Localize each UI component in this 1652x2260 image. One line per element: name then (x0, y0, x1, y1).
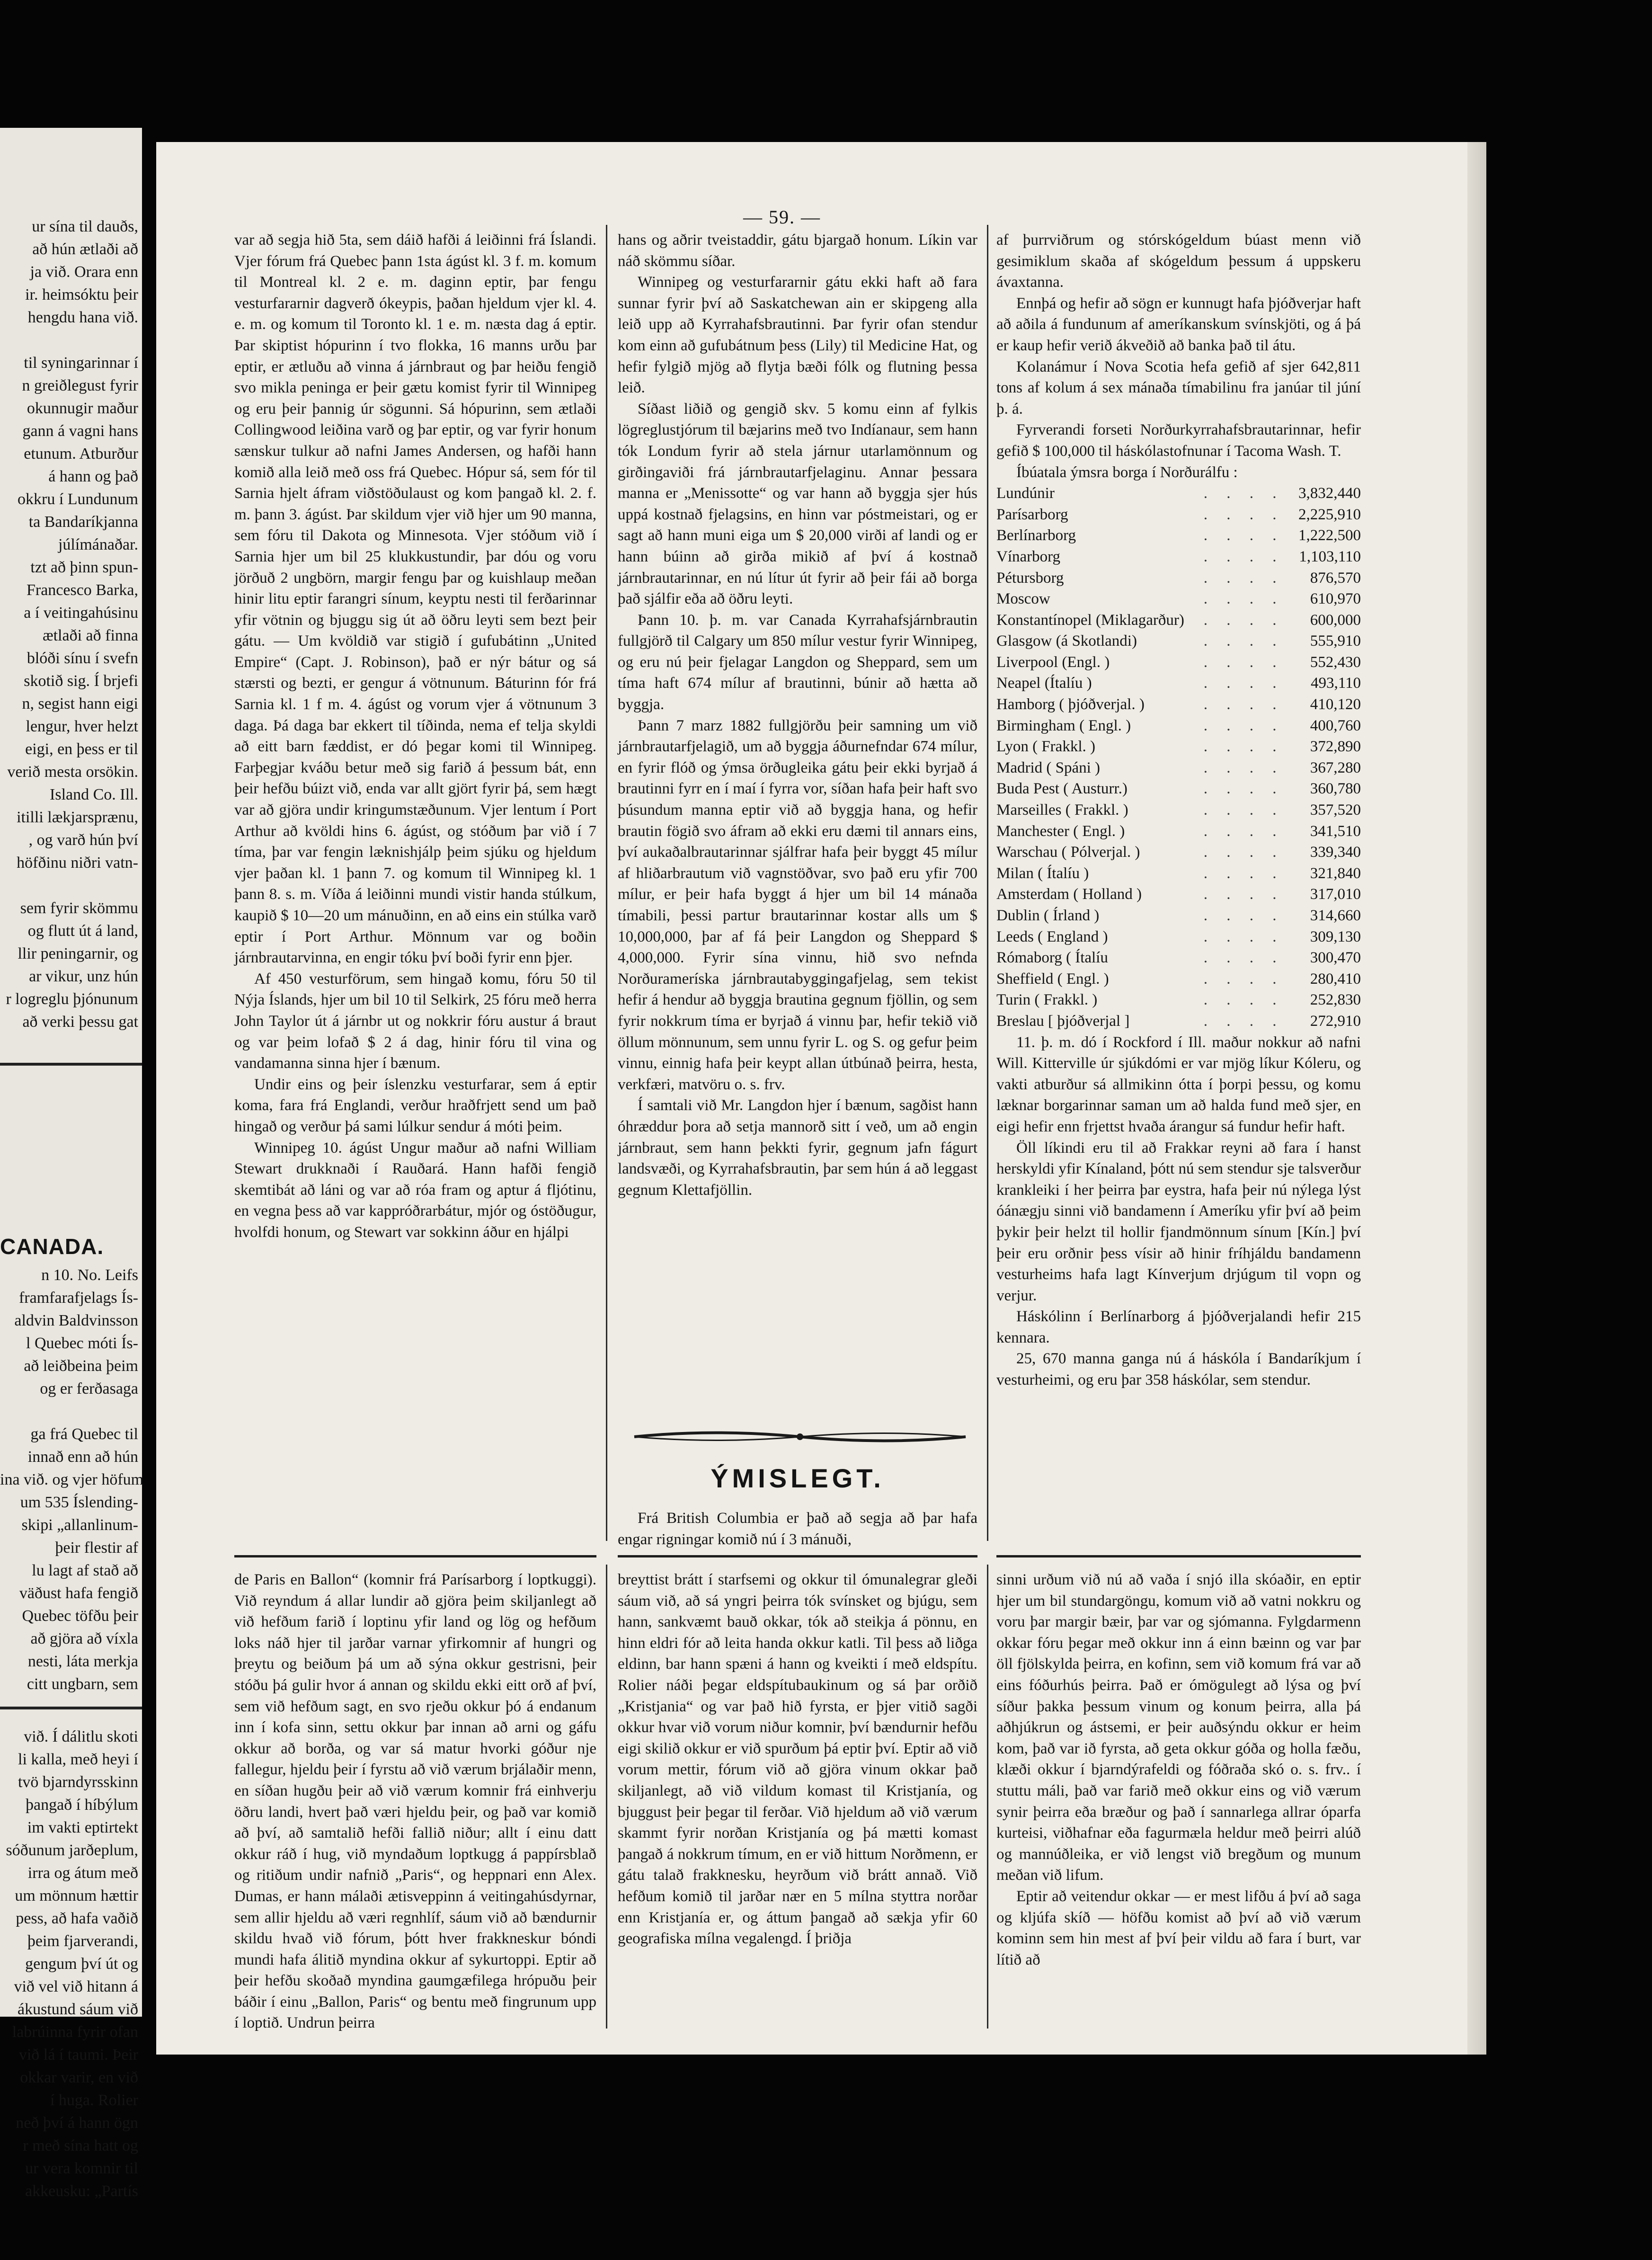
text-line: sem fyrir skömmu (20, 899, 138, 917)
text-line: á hann og það (48, 468, 138, 485)
paragraph: Winnipeg og vesturfararnir gátu ekki haft að fara sunnar fyrir því að Saskatchewan ain er skipgeng alla leið upp að Kyrrahafsbrautinni. Þar fyrir ofan stendur kom einn að gufubátnum þess (Lily) til Medicine Hat, og hefir fylgið mjög að flytja bæði fólk og flutning þessa leið. (618, 274, 977, 397)
text-line: og er ferðasaga (40, 1380, 138, 1397)
text-line: a í veitingahúsinu (24, 604, 138, 622)
paragraph: Síðast liðið og gengið skv. 5 komu einn af fylkis lögreglustjórum til bæjarins með tvo Indíanaur, sem hann tók Londum fyrir að stela járnur utarlamönnum og girðingaviði frá járnbrautarfjelaginu. Annar þessara manna er „Menissotte“ og var hann að byggja sjer hús uppá kostnað fjelagsins, en hinn var póstmeistari, og er sagt að hann muni eiga um $ 20,000 virði af landi og er hann búinn að girða mikið af því á kostnað járnbrautarinnar, en nú lítur út fyrir að þeir fái að borga það sjálfir eða að öðru leyti. (618, 400, 977, 608)
leader-dots: . . . . (1203, 822, 1284, 840)
city-population: 314,660 (1310, 907, 1361, 924)
text-line: ir. heimsóktu þeir (25, 286, 138, 303)
city-population: 600,000 (1310, 611, 1361, 629)
ymislegt-paragraph: Frá British Columbia er það að segja að þar hafa engar rigningar komið nú í 3 mánuði, (618, 1510, 977, 1548)
city-name: Lyon ( Frakkl. ) (996, 738, 1095, 756)
city-population: 321,840 (1310, 864, 1361, 882)
city-population: 493,110 (1310, 675, 1361, 692)
text-line: innað enn að hún (27, 1448, 138, 1466)
city-name: Lundúnir (996, 485, 1055, 502)
text-line: sóðunum jarðeplum, (6, 1842, 138, 1859)
text-line: neð því á hann ögn (16, 2114, 138, 2132)
city-name: Berlínarborg (996, 527, 1076, 544)
previous-page-text-bottom (0, 1726, 142, 2203)
text-line: n greiðlegust fyrir (22, 377, 138, 394)
previous-page-section-title: CANADA. (0, 1234, 104, 1259)
leader-dots: . . . . (1203, 970, 1284, 988)
text-line: verið mesta orsökin. (7, 763, 138, 781)
city-row (996, 757, 1361, 779)
column-3-bottom-paragraph: sinni urðum við nú að vaða í snjó illa skóaðir, en eptir hjer um bil stundargöngu, komum við að vatni nokkru og voru þar margir bæir, þar var og sjómanna. Fylgdarmenn okkar fóru þegar með okkur inn á einn bæinn og var þar öll fjölskylda þeirra, en kofinn, sem við komum frá var að eins fóðurhús þeirra. Það er ómögulegt að lýsa og því síður þakka þessum vinum og konum þeirra, alla þá aðhjúkrun og ástsemi, er þeir auðsýndu okkur er heim kom, það var ið fyrsta, að geta okkur góða og holla fæðu, klæði okkur í bjarndýrafeldi og fóðraða skó o. s. frv.. í stuttu máli, það var farið með okkur eins og við værum synir þeirra eða bræður og það í sannarlega allrar óparfa kurteisi, viðhafnar eða fagurmæla heldur með þeirri alúð og mannúðleika, er við lengst við bregðum og munum meðan við lifum. (996, 1571, 1361, 1884)
leader-dots: . . . . (1203, 696, 1284, 713)
text-line: gengum því út og (25, 1955, 138, 1973)
paragraph: hans og aðrir tveistaddir, gátu bjargað honum. Líkin var náð skömmu síðar. (618, 231, 977, 270)
text-line: ákustund sáum við (18, 2001, 138, 2018)
city-population-table (996, 483, 1361, 1032)
text-line: í huga. Rolier (50, 2091, 138, 2109)
city-row (996, 926, 1361, 948)
leader-dots: . . . . (1203, 506, 1284, 523)
city-row (996, 1011, 1361, 1032)
paragraph: af þurrviðrum og stórskógeldum búast menn við gesimiklum skaða af skógeldum þessum á uppskeru ávaxtanna. (996, 231, 1361, 291)
leader-dots: . . . . (1203, 738, 1284, 756)
text-line: Quebec töfðu þeir (22, 1607, 138, 1625)
paragraph: 25, 670 manna ganga nú á háskóla í Bandaríkjum í vesturheimi, og eru þar 358 háskólar, sem stendur. (996, 1350, 1361, 1389)
text-line: llir peningarnir, og (18, 945, 138, 962)
city-name: Breslau [ þjóðverjal ] (996, 1012, 1130, 1030)
city-population: 309,130 (1310, 928, 1361, 945)
section-rule (618, 1555, 977, 1557)
text-line: ja við. Orara enn (30, 263, 138, 281)
text-line: akkeusku: „Partís (25, 2182, 138, 2200)
text-line: irra og átum með (27, 1864, 138, 1882)
city-row (996, 715, 1361, 737)
leader-dots: . . . . (1203, 590, 1284, 608)
city-population: 1,222,500 (1298, 527, 1361, 544)
page-number: — 59. — (743, 206, 821, 228)
city-population: 317,010 (1310, 886, 1361, 903)
city-row (996, 736, 1361, 757)
text-line: höfðinu niðri vatn- (17, 854, 138, 872)
leader-dots: . . . . (1203, 675, 1284, 692)
text-line: eigi, en þess er til (25, 740, 138, 758)
text-line: og flutt út á land, (27, 922, 138, 940)
leader-dots: . . . . (1203, 611, 1284, 629)
leader-dots: . . . . (1203, 717, 1284, 734)
text-line: etunum. Atburður (24, 445, 138, 463)
city-row (996, 588, 1361, 610)
city-row (996, 652, 1361, 673)
leader-dots: . . . . (1203, 527, 1284, 544)
city-row (996, 483, 1361, 504)
city-name: Sheffield ( Engl. ) (996, 970, 1109, 988)
previous-page-text-top (0, 215, 142, 1033)
text-line (0, 1400, 142, 1423)
leader-dots: . . . . (1203, 485, 1284, 502)
city-name: Hamborg ( þjóðverjal. ) (996, 696, 1145, 713)
text-line: ætlaði að finna (42, 627, 138, 644)
city-name: Vínarborg (996, 548, 1061, 565)
leader-dots: . . . . (1203, 1012, 1284, 1030)
city-name: Rómaborg ( Ítalíu (996, 949, 1108, 967)
text-line: väðust hafa fengið (19, 1584, 138, 1602)
column-rule (606, 1565, 607, 2029)
text-line: ur vera komnir til (25, 2160, 138, 2177)
city-population: 367,280 (1310, 759, 1361, 776)
previous-page-rule (0, 1063, 142, 1066)
text-line (0, 329, 142, 352)
text-line: að gjöra að víxla (30, 1630, 138, 1647)
city-row (996, 863, 1361, 884)
previous-page-strip (0, 128, 144, 2200)
city-row (996, 568, 1361, 589)
paragraph: Af 450 vesturförum, sem hingað komu, fóru 50 til Nýja Íslands, hjer um bil 10 til Selkirk, 25 fóru með herra John Taylor út á járnbr ut og nokkrir fóru austur á braut og var þeim lofað $ 2 á dag, hinir fóru til vina og vandamanna sinna hjer í bænum. (234, 970, 596, 1072)
text-line: ga frá Quebec til (30, 1425, 138, 1443)
city-population: 341,510 (1310, 822, 1361, 840)
city-name: Konstantínopel (Miklagarður) (996, 611, 1184, 629)
text-line: ta Bandaríkjanna (28, 513, 138, 531)
text-line: til syningarinnar í (24, 354, 138, 372)
text-line: blóði sínu í svefn (27, 650, 138, 667)
city-population: 552,430 (1310, 653, 1361, 671)
city-row (996, 778, 1361, 800)
text-line: skotið sig. Í brjefi (24, 672, 138, 690)
paragraph: 11. þ. m. dó í Rockford í Ill. maður nokkur að nafni Will. Kitterville úr sjúkdómi er var mjög líkur Kóleru, og vakti atburður sá allmikinn ótta í þorpi þessu, og komu læknar borgarinnar saman um að halda fund með sjer, en eigi hefir enn frjettst hvaða árangur sá fundur hefir haft. (996, 1033, 1361, 1135)
text-line: n, segist hann eigi (22, 695, 138, 712)
text-line: r með sína hatt og (23, 2137, 138, 2154)
text-line: l Quebec móti Ís- (26, 1335, 138, 1352)
text-line: að leiðbeina þeim (24, 1357, 138, 1375)
section-rule (996, 1555, 1361, 1557)
city-population: 610,970 (1310, 590, 1361, 608)
column-rule (606, 225, 607, 1541)
text-line: okkru í Lundunum (18, 490, 138, 508)
section-title-ymislegt: ÝMISLEGT. (711, 1463, 885, 1493)
city-row (996, 969, 1361, 990)
text-line: Francesco Barka, (26, 581, 138, 599)
text-line: ina við. og vjer höfum (0, 1471, 144, 1488)
city-population: 339,340 (1310, 844, 1361, 861)
city-population: 400,760 (1310, 717, 1361, 734)
city-row (996, 884, 1361, 905)
paragraph: Undir eins og þeir íslenzku vesturfarar, sem á eptir koma, fara frá Englandi, verður hraðfrjett send um það hingað og verður þá sami lúlkur sendur á móti þeim. (234, 1076, 596, 1135)
city-population: 1,103,110 (1299, 548, 1361, 565)
leader-dots: . . . . (1203, 844, 1284, 861)
city-population: 272,910 (1310, 1012, 1361, 1030)
city-population: 357,520 (1310, 801, 1361, 819)
paragraph: Þann 10. þ. m. var Canada Kyrrahafsjárnbrautin fullgjörð til Calgary um 850 mílur vestur fyrir Winnipeg, og eru nú þeir fjelagar Langdon og Sheppard, sem um tíma haft 674 mílur af brautinni, búnir að hætta að byggja. (618, 611, 977, 713)
city-name: Madrid ( Spáni ) (996, 759, 1101, 776)
paragraph: Ennþá og hefir að sögn er kunnugt hafa þjóðverjar haft að aðila á fundunum af ameríkanskum svínskjöti, og á þá er kaup hefir verið ákveðið að banka það til átu. (996, 294, 1361, 354)
text-line: að hún ætlaði að (32, 240, 138, 258)
leader-dots: . . . . (1203, 801, 1284, 819)
city-name: Liverpool (Engl. ) (996, 653, 1110, 671)
text-line: tvö bjarndyrsskinn (18, 1773, 138, 1791)
text-line: itilli lækjarsprænu, (17, 809, 138, 826)
city-population: 876,570 (1310, 569, 1361, 587)
city-population: 300,470 (1310, 949, 1361, 967)
text-line: skipi „allanlinum- (21, 1516, 138, 1534)
text-line: þangað í híbýlum (26, 1796, 138, 1814)
text-line: li kalla, með heyi í (18, 1751, 138, 1768)
city-row (996, 905, 1361, 926)
text-line: þeim fjarverandi, (27, 1932, 138, 1950)
city-population: 372,890 (1310, 738, 1361, 756)
city-row (996, 504, 1361, 525)
paragraph: Í samtali við Mr. Langdon hjer í bænum, sagðist hann óhræddur þora að setja mannorð sitt í veð, um að engin járnbraut, sem hann þekkti fyrir, gegnum jafn fágurt landsvæði, og Kyrrahafsbrautin, þar sem hún á að leggast gegnum Klettafjöllin. (618, 1097, 977, 1199)
leader-dots: . . . . (1203, 780, 1284, 798)
city-name: Manchester ( Engl. ) (996, 822, 1125, 840)
leader-dots: . . . . (1203, 991, 1284, 1009)
paragraph: Winnipeg 10. ágúst Ungur maður að nafni William Stewart drukknaði í Rauðará. Hann hafði fengið skemtibát að láni og var að róa fram og aptur á fljótinu, en vegna þess að var kappróðrarbátur, mjór og óstöðugur, hvolfdi honum, og Stewart var sokkinn áður en hjálpi (234, 1139, 596, 1241)
city-row (996, 546, 1361, 568)
text-line: þeir flestir af (55, 1539, 138, 1557)
text-line: nesti, láta merkja (27, 1653, 138, 1670)
column-3-bottom (996, 1569, 1361, 1970)
text-line: við. Í dálitlu skoti (24, 1728, 138, 1745)
city-population: 555,910 (1310, 632, 1361, 650)
leader-dots: . . . . (1203, 548, 1284, 565)
paragraph: Þann 7 marz 1882 fullgjörðu þeir samning um við járnbrautarfjelagið, um að byggja áðurnefndar 674 mílur, en fyrir flóð og ýmsa örðugleika gátu þeir ekki byrjað á brautinni fyrr en í maí í fyrra vor, síðan hafa þeir haft svo þúsundum manna eptir við að byggja hana, og hefir brautin fögið svo áfram að ekki eru dæmi til annars eins, því aukaðalbrautarinnar sjálfrar hafa þeir byggt 45 mílur af hliðarbrautum við vagnstöðvar, svo það eru yfir 700 mílur, er þeir hafa byggt á hjer um bil 14 mánaða tímabili, þessi partur brautarinnar kostar alls um $ 10,000,000, þar af fá þeir Langdon og Sheppard $ 4,000,000. Fyrir sína vinnu, hið svo nefnda Norðurameríska járnbrautabyggingafjelag, sem tekist hefir á hendur að byggja brautina gegnum fjöllin, og sem fyrir nokkrum tíma er byrjað á vinnu þar, hefir tekið við öllum mönnunum, sem unnu fyrir L. og S. og gefur þeim vinnu, einnig hafa þeir keypt allan útbúnað þeirra, hesta, verkfæri, matvöru o. s. frv. (618, 717, 977, 1093)
city-name: Turin ( Frakkl. ) (996, 991, 1098, 1009)
city-row (996, 842, 1361, 863)
column-3-intro (996, 230, 1361, 483)
text-line: lengur, hver helzt (26, 718, 138, 735)
paragraph: Kolanámur í Nova Scotia hefa gefið af sjer 642,811 tons af kolum á sex mánaða tímabilinu fra janúar til júní þ. á. (996, 358, 1361, 418)
city-name: Warschau ( Pólverjal. ) (996, 844, 1140, 861)
paragraph: Háskólinn í Berlínarborg á þjóðverjalandi hefir 215 kennara. (996, 1308, 1361, 1346)
column-2-ymislegt-text (618, 1508, 977, 1550)
text-line: við lá í taumi. Þeir (18, 2046, 138, 2064)
column-rule (987, 225, 988, 1541)
city-row (996, 694, 1361, 715)
city-row (996, 673, 1361, 694)
leader-dots: . . . . (1203, 928, 1284, 945)
column-3-bottom-paragraph-2: Eptir að veitendur okkar — er mest lifðu á því að saga og kljúfa skíð — höfðu komist að því að við værum kominn sem hin mest af því þeir vildu að fara í burt, var lítið að (996, 1887, 1361, 1968)
text-line: að verki þessu gat (22, 1013, 138, 1031)
city-name: Moscow (996, 590, 1050, 608)
city-row (996, 947, 1361, 969)
city-population: 280,410 (1310, 970, 1361, 988)
city-population: 252,830 (1310, 991, 1361, 1009)
city-name: Parísarborg (996, 506, 1068, 523)
text-line: labrúinna fyrir ofan (12, 2023, 138, 2041)
leader-dots: . . . . (1203, 907, 1284, 924)
city-name: Buda Pest ( Austurr.) (996, 780, 1128, 798)
city-name: Pétursborg (996, 569, 1064, 587)
text-line: Island Co. Ill. (50, 786, 138, 803)
previous-page-text-canada (0, 1264, 142, 1696)
text-line: citt ungbarn, sem (27, 1675, 138, 1693)
section-rule (234, 1555, 596, 1557)
column-3-top (996, 230, 1361, 1391)
leader-dots: . . . . (1203, 653, 1284, 671)
leader-dots: . . . . (1203, 886, 1284, 903)
city-name: Marseilles ( Frakkl. ) (996, 801, 1128, 819)
paragraph: Íbúatala ýmsra borga í Norðurálfu : (1016, 463, 1238, 481)
city-name: Leeds ( England ) (996, 928, 1108, 945)
city-name: Dublin ( Írland ) (996, 907, 1100, 924)
city-row (996, 610, 1361, 631)
column-1-bottom-paragraph: de Paris en Ballon“ (komnir frá Parísarborg í loptkuggi). Við reyndum á allar lundir að gjöra þeim skiljanlegt að við hefðum farið í loptinu yfir land og lög og hefðum loks náð hjer til jarðar varnar yfirkomnir af hungri og þreytu og beiðum þá um að sýna okkur gestrisni, þeir stóðu þá gulir hvor á annan og skildu ekki eitt orð af því, sem við hefðum sagt, en svo rjeðu okkur þó á endanum inn í kofa sinn, settu okkur þar innan að arni og gáfu okkur að borða, og var sá matur hvorki góður nje fallegur, hjeldu þeir í fyrstu að við værum brjálaðir menn, en síðan hugðu þeir að við værum komnir frá einhverju öðru landi, hvert það væri hjeldu þeir, og það var komið að því, að samtalið hefði fallið niður; allt í einu datt okkur ráð í hug, við myndaðum loptkugg á pappírsblað og ritiðum undir nafnið „Paris“, og heppnari enn Alex. Dumas, er hann málaði ætisveppinn á veitingahúsdyrnar, sem allir hjeldu að væri regnhlíf, sáum við að bændurnir skildu hvað við fórum, þótt hver frakkneskur bóndi mundi hafa álitið myndina okkur af sykurtoppi. Eptir að þeir hefðu skoðað myndina gaumgæfilega hrópuðu þeir báðir í einu „Ballon, Paris“ og bentu með fingrunum upp í loptið. Undrun þeirra (234, 1571, 596, 2032)
city-name: Glasgow (á Skotlandi) (996, 632, 1137, 650)
text-line: lu lagt af stað að (32, 1562, 138, 1579)
column-2-bottom-paragraph: breyttist brátt í starfsemi og okkur til ómunalegrar gleði sáum við, að sá yngri þeirra tók svínsket og bjúgu, sem hann, sankvæmt bauð okkar, tók að steikja á pönnu, en hinn eldri fór að leita handa okkur katli. Til þess að liðga eldinn, bar hann spæni á hann og kveikti í með eldspítu. Rolier náði þegar eldspítubaukinum og sá þar orðið „Kristjania“ og var það hið fyrsta, er þjer vitið sagði okkur hvar við vorum niður komnir, því bændurnir hefðu eigi skilið okkur er við spurðum þá eptir því. Eptir að við vorum mettir, fórum við að gjöra vinum okkar það skiljanlegt, að við vildum komast til Kristjanía, og bjuggust þeir þegar til ferðar. Við hjeldum að við værum skammt fyrir norðan Kristjanía og þá mætti komast þangað á nokkrum tímum, en er við hittum Norðmenn, er gátu talað frakknesku, heyrðum við brátt annað. Við hefðum komið til jarðar nær en 5 mílna styttra norðar enn Kristjanía er, og áttum þangað að sækja yfir 60 geografiska mílna vegalengd. Í þriðja (618, 1571, 977, 1948)
column-2-top (618, 230, 977, 1201)
text-line: gann á vagni hans (22, 422, 138, 440)
leader-dots: . . . . (1203, 569, 1284, 587)
text-line: um mönnum hættir (15, 1887, 138, 1904)
text-line: okunnugir maður (27, 400, 138, 417)
text-line: hengdu hana við. (27, 309, 138, 326)
city-name: Birmingham ( Engl. ) (996, 717, 1131, 734)
previous-page-rule-2 (0, 1707, 142, 1709)
column-2-bottom (618, 1569, 977, 1949)
text-line: ur sína til dauðs, (32, 218, 138, 235)
text-line: , og varð hún því (28, 831, 138, 849)
paragraph: Öll líkindi eru til að Frakkar reyni að fara í hanst herskyldi yfir Kínaland, þótt nú sem stendur sje talsverður krankleiki í her þeirra þar eystra, hafa þeir nú nýlega lýst óánægju sinni við bandamenn í Ameríku yfir því að þeim þykir þeir helzt til hollir fjandmönnum sínum [Kín.] því þeir eru orðnir þess vísir að hinir fríhjáldu bandamenn vesturheims hafa lagt Kínverjum drjúgum til vopn og verjur. (996, 1139, 1361, 1304)
paragraph: Fyrverandi forseti Norðurkyrrahafsbrautarinnar, hefir gefið $ 100,000 til háskólastofnunar í Tacoma Wash. T. (996, 421, 1361, 460)
text-line: r logreglu þjónunum (6, 990, 138, 1008)
text-line: pess, að hafa vaðið (16, 1910, 138, 1927)
newspaper-page (156, 142, 1486, 2055)
city-row (996, 525, 1361, 546)
column-rule (987, 1565, 988, 2029)
city-name: Amsterdam ( Holland ) (996, 886, 1142, 903)
leader-dots: . . . . (1203, 864, 1284, 882)
leader-dots: . . . . (1203, 949, 1284, 967)
text-line: júlímánaðar. (58, 536, 138, 553)
text-line: ar vikur, unz hún (29, 968, 138, 985)
text-line: aldvin Baldvinsson (14, 1312, 138, 1329)
page-edge (1467, 142, 1486, 2055)
leader-dots: . . . . (1203, 759, 1284, 776)
paragraph: var að segja hið 5ta, sem dáið hafði á leiðinni frá Íslandi. Vjer fórum frá Quebec þann 1sta ágúst kl. 3 f. m. komum til Montreal kl. 2 e. m. daginn eptir, þar fengu vesturfararnir dagverð ókeypis, þaðan hjeldum vjer kl. 4. e. m. og komum til Toronto kl. 1 e. m. næsta dag á eptir. Þar skiptist hópurinn í tvo flokka, 16 manns urðu þar eptir, er ætluðu að vinna á járnbraut og þar heiðu fengið svo mikla peninga er þeir gætu komist fyrir til Winnipeg og eru þeir þannig úr sögunni. Sá hópurinn, sem ætlaði Collingwood leiðina varð og þar eptir, og var fyrir honum sænskur tulkur að nafni James Andersen, og hafði hann komið alla leið með oss frá Quebec. Hópur sá, sem fór til Sarnia hjelt áfram viðstöðulaust og kom þangað kl. 2. f. m. þann 3. ágúst. Þar skildum vjer við hjer um 90 manna, sem fóru til Dakota og Minnesota. Vjer stóðum við í Sarnia hjer um bil 25 klukkustundir, þar dóu og voru jörðuð 2 ungbörn, margir fengu þar og kuishlaup meðan hinir litu eptir farangri sínum, keyptu nesti til ferðarinnar yfir vötnin og bjuggu sig út að öðru leyti sem bezt þeir gátu. — Um kvöldið var stigið í gufubátinn „United Empire“ (Capt. J. Robinson), það er nýr bátur og sá stærsti og bezti, er gengur á vötnunum. Báturinn fór frá Sarnia kl. 1 f m. 4. ágúst og vorum vjer á vötnunum 3 daga. Þá daga bar ekkert til tíðinda, nema ef telja skyldi að eitt barn fæddist, er dó þegar komi til Winnipeg. Farþegjar kváðu betur með sig farið á þessum bát, enn þeir hefðu búizt við, enda var allt gjört fyrir þá, sem hægt var að gjöra undir kringumstæðunum. Vjer lentum í Port Arthur að kvöldi hins 6. ágúst, og stóðum þar við í 7 tíma, þar var fengin læknishjálp þeim sjúku og hjeldum vjer þaðan kl. 1 þann 7. og komum til Winnipeg kl. 1 þann 8. s. m. Víða á leiðinni mundi vistir handa stúlkum, kaupið $ 10—20 um mánuðinn, en að eins ein stúlka varð eptir í Port Arthur. Mönnum var og boðin járnbrautarvinna, en engir tóku því boði fyrir enn þjer. (234, 231, 596, 967)
city-row (996, 989, 1361, 1011)
city-population: 2,225,910 (1298, 506, 1361, 523)
city-population: 360,780 (1310, 780, 1361, 798)
column-3-after (996, 1032, 1361, 1391)
leader-dots: . . . . (1203, 632, 1284, 650)
city-row (996, 800, 1361, 821)
city-name: Neapel (Ítalíu ) (996, 675, 1092, 692)
city-population: 3,832,440 (1298, 485, 1361, 502)
text-line: okkar varir, en við (20, 2069, 138, 2086)
text-line (0, 874, 142, 897)
city-row (996, 631, 1361, 652)
text-line: við vel við hitann á (14, 1978, 138, 1995)
column-1-top (234, 230, 596, 1243)
text-line: im vakti eptirtekt (27, 1819, 138, 1836)
ornamental-divider (630, 1425, 970, 1449)
text-line: um 535 Íslending- (20, 1494, 138, 1511)
text-line: framfarafjelags Ís- (18, 1289, 138, 1307)
city-row (996, 821, 1361, 842)
text-line: n 10. No. Leifs (41, 1266, 138, 1284)
city-name: Milan ( Ítalíu ) (996, 864, 1089, 882)
column-1-bottom (234, 1569, 596, 2034)
text-line: tzt að þinn spun- (30, 559, 138, 576)
city-population: 410,120 (1310, 696, 1361, 713)
